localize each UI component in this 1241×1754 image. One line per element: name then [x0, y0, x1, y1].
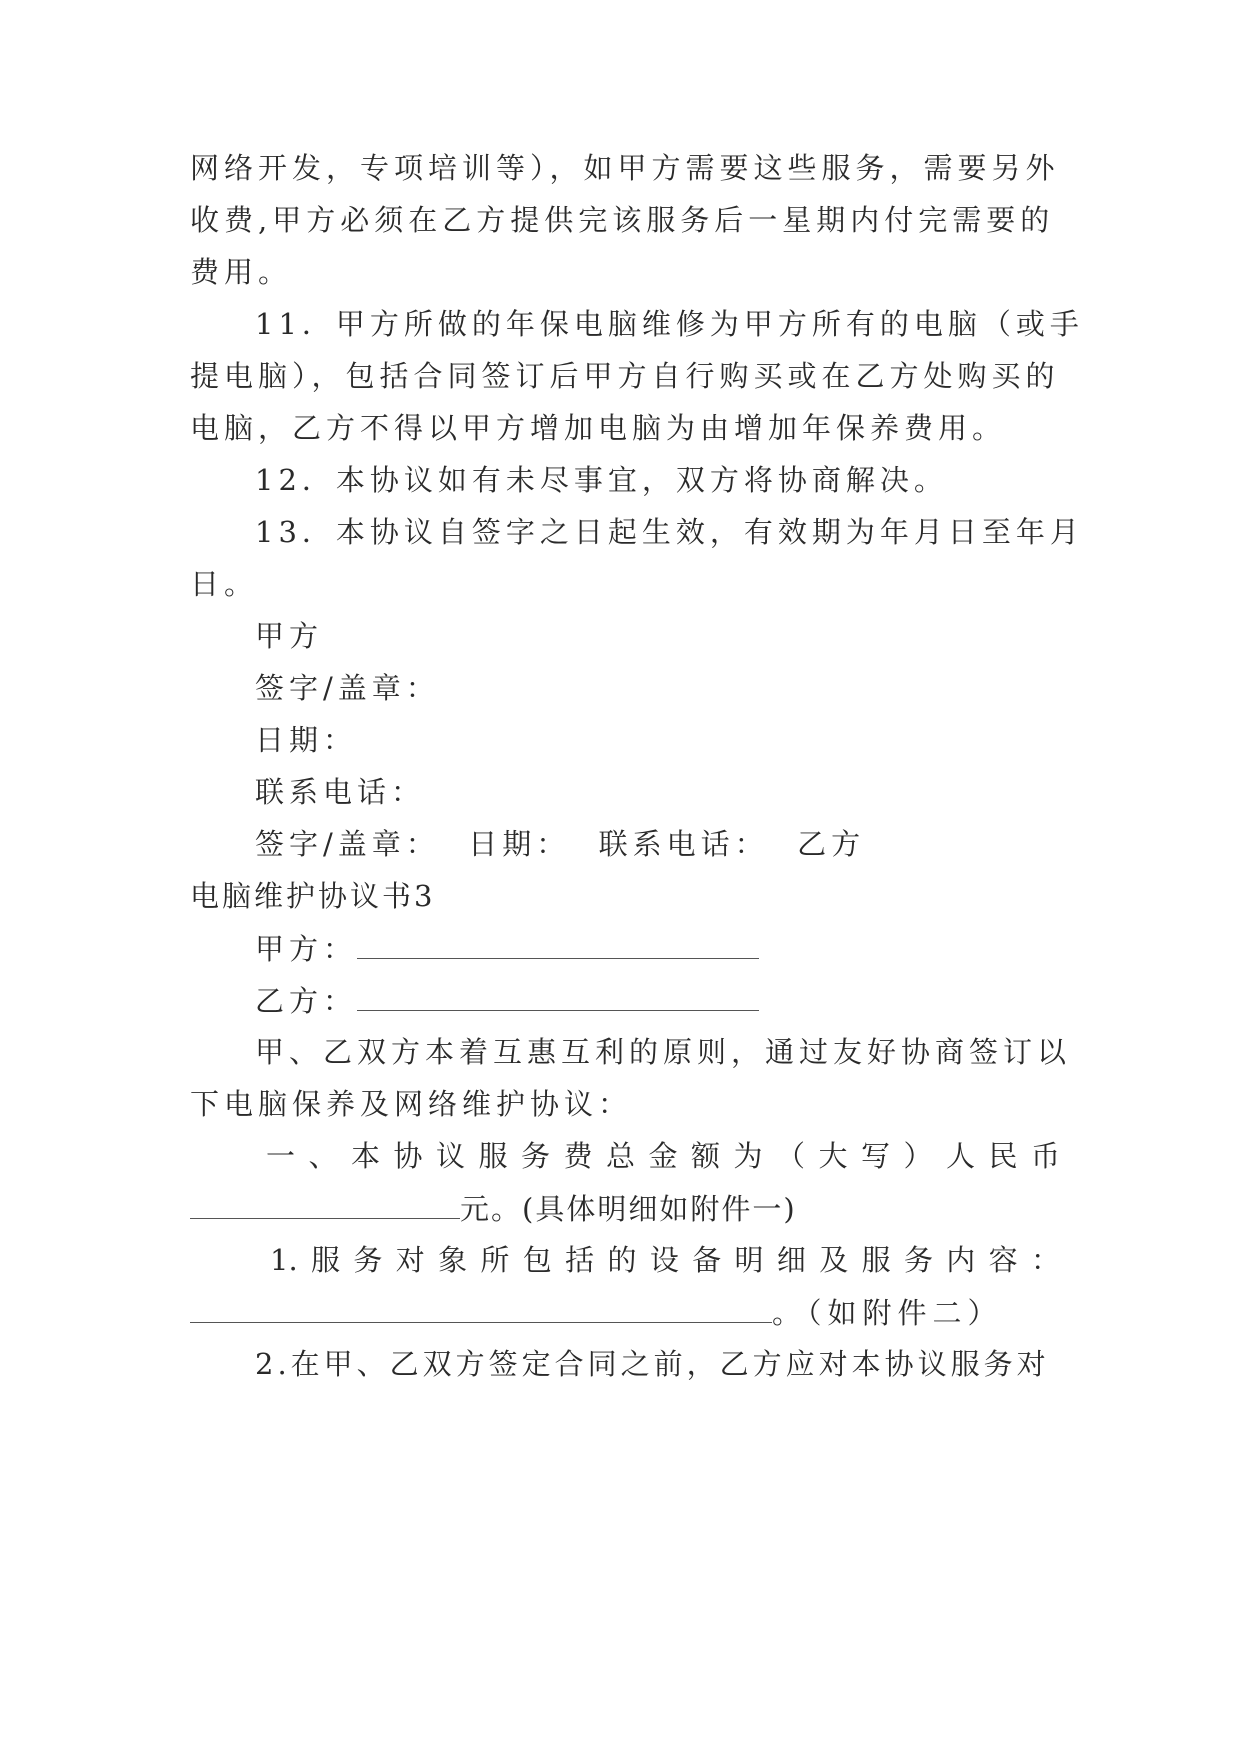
party-a-label: 甲方: [255, 619, 324, 653]
party-b-field-label: 乙方：: [255, 984, 358, 1018]
phone-field-label: 联系电话：: [255, 775, 426, 809]
signature-row: 签字/盖章： 日期： 联系电话： 乙方: [255, 827, 866, 861]
agreement-intro-line-1: 甲、乙双方本着互惠互利的原则，通过友好协商签订以: [255, 1035, 1072, 1069]
clause-13-line-1: 13．本协议自签字之日起生效，有效期为年月日至年月: [255, 515, 1084, 549]
service-items-blank[interactable]: [190, 1292, 772, 1323]
service-items-suffix: 。（如附件二）: [772, 1296, 1003, 1330]
clause-one-suffix: 元。(具体明细如附件一): [460, 1192, 797, 1226]
clause-two-line-1: 2.在甲、乙双方签定合同之前，乙方应对本协议服务对: [255, 1347, 1050, 1381]
paragraph-line: 收费,甲方必须在乙方提供完该服务后一星期内付完需要的: [190, 203, 1055, 237]
service-items-line-1: 1.服务对象所包括的设备明细及服务内容：: [270, 1243, 1060, 1277]
party-a-field: [255, 928, 1060, 968]
section-title: 电脑维护协议书3: [190, 879, 436, 913]
clause-11-line-1: 11．甲方所做的年保电脑维修为甲方所有的电脑（或手: [255, 307, 1084, 341]
clause-one-line-1: 一、本协议服务费总金额为（大写）人民币: [266, 1139, 1060, 1173]
party-a-blank[interactable]: [357, 928, 759, 959]
paragraph-line: 网络开发，专项培训等），如甲方需要这些服务，需要另外: [190, 151, 1060, 185]
agreement-intro-line-2: 下电脑保养及网络维护协议：: [190, 1087, 633, 1121]
clause-13-line-2: 日。: [190, 567, 259, 601]
amount-blank[interactable]: [190, 1188, 460, 1219]
date-field-label: 日期：: [255, 723, 358, 757]
paragraph-line: 费用。: [190, 255, 293, 289]
party-b-field: [255, 980, 1060, 1020]
service-items-line-2: [190, 1292, 1070, 1332]
clause-11-line-2: 提电脑），包括合同签订后甲方自行购买或在乙方处购买的: [190, 359, 1060, 393]
clause-12: 12．本协议如有未尽事宜，双方将协商解决。: [255, 463, 948, 497]
party-a-field-label: 甲方：: [255, 932, 358, 966]
party-b-blank[interactable]: [357, 980, 759, 1011]
clause-11-line-3: 电脑，乙方不得以甲方增加电脑为由增加年保养费用。: [190, 411, 1007, 445]
clause-one-line-2: [190, 1188, 1060, 1228]
signature-field-label: 签字/盖章：: [255, 671, 440, 705]
